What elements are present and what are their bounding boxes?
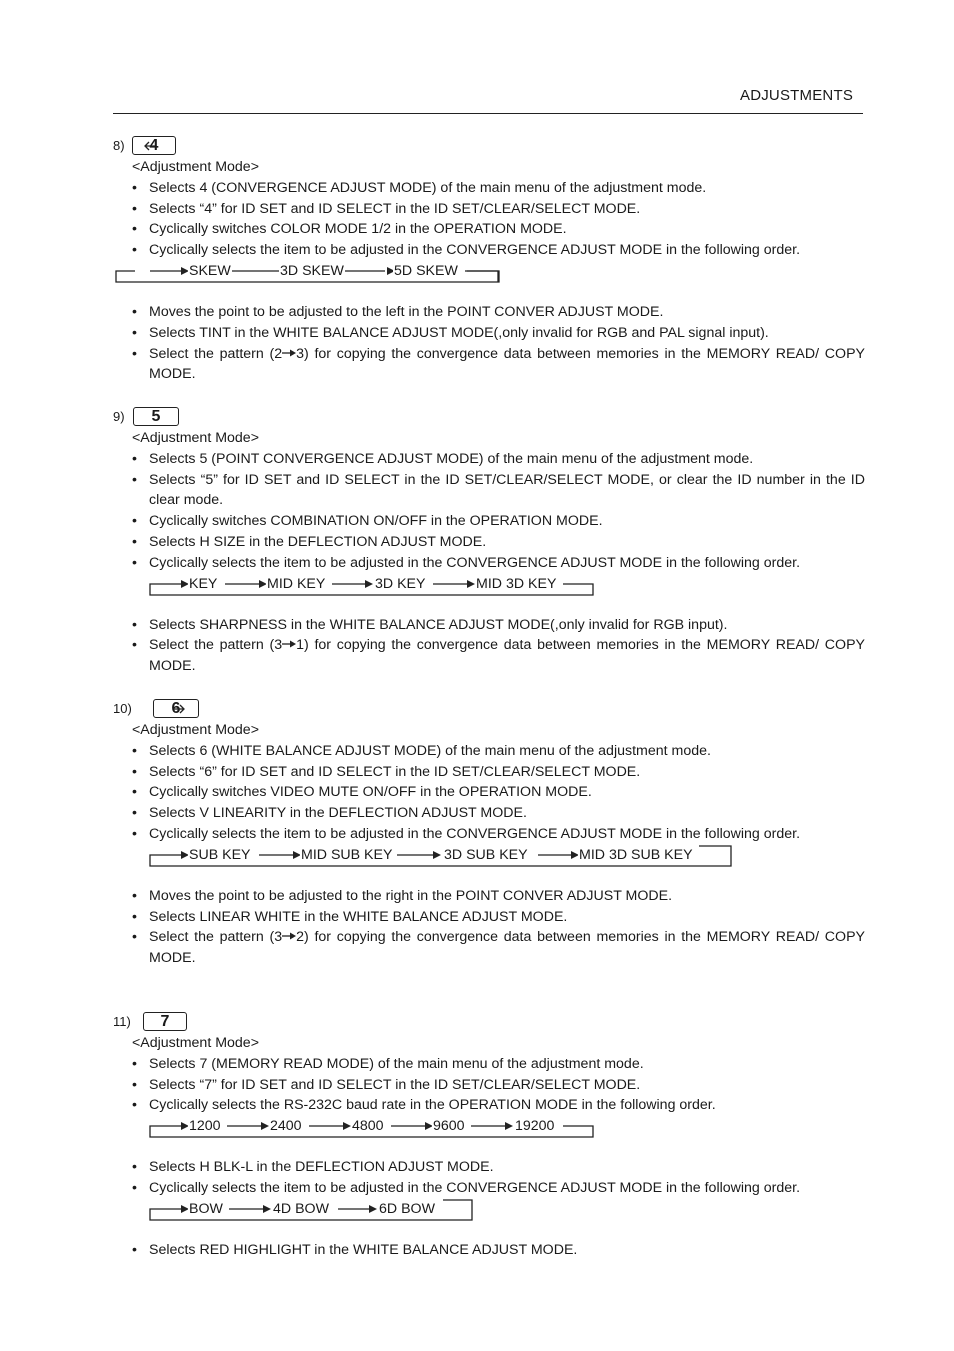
list-item: • Selects 5 (POINT CONVERGENCE ADJUST MODE) of the main menu of the adjustment mode. xyxy=(113,449,865,470)
list-item: • Selects TINT in the WHITE BALANCE ADJUST MODE(,only invalid for RGB and PAL signal input). xyxy=(113,323,865,344)
flow-step: 4D BOW xyxy=(273,1200,329,1217)
flow-step: 6D BOW xyxy=(379,1200,435,1217)
list-item: • Selects H BLK-L in the DEFLECTION ADJUST MODE. xyxy=(113,1157,865,1178)
page-header: ADJUSTMENTS xyxy=(740,87,854,104)
list-item: • Cyclically selects the item to be adjusted in the CONVERGENCE ADJUST MODE in the following order. xyxy=(113,824,865,845)
flow-step: 3D SKEW xyxy=(280,262,344,279)
list-item: • Selects 4 (CONVERGENCE ADJUST MODE) of the main menu of the adjustment mode. xyxy=(113,178,865,199)
section-number: 10) xyxy=(113,701,132,716)
list-item: • Select the pattern (3 2) for copying the convergence data between memories in the MEMORY READ/ COPY MODE. xyxy=(113,927,865,969)
list-item: • Moves the point to be adjusted to the right in the POINT CONVER ADJUST MODE. xyxy=(113,886,865,907)
mode-label: <Adjustment Mode> xyxy=(132,159,259,175)
list-item: • Cyclically switches VIDEO MUTE ON/OFF in the OPERATION MODE. xyxy=(113,782,865,803)
list-item: • Selects 6 (WHITE BALANCE ADJUST MODE) of the main menu of the adjustment mode. xyxy=(113,741,865,762)
arrow-right-icon xyxy=(282,639,296,649)
list-item: • Selects “7” for ID SET and ID SELECT in the ID SET/CLEAR/SELECT MODE. xyxy=(113,1075,865,1096)
flow-step: 2400 xyxy=(270,1118,302,1135)
flow-diagram xyxy=(149,845,865,866)
list-item: • Selects 7 (MEMORY READ MODE) of the main menu of the adjustment mode. xyxy=(113,1054,865,1075)
list-item: • Selects “4” for ID SET and ID SELECT in the ID SET/CLEAR/SELECT MODE. xyxy=(113,199,865,220)
list-item: • Cyclically switches COMBINATION ON/OFF in the OPERATION MODE. xyxy=(113,511,865,532)
flow-step: 3D SUB KEY xyxy=(444,846,528,863)
key-5-icon: 5 xyxy=(133,407,179,426)
list-item: • Selects “6” for ID SET and ID SELECT in the ID SET/CLEAR/SELECT MODE. xyxy=(113,762,865,783)
list-item: • Select the pattern (3 1) for copying the convergence data between memories in the MEMORY READ/ COPY MODE. xyxy=(113,635,865,677)
list-item: • Selects RED HIGHLIGHT in the WHITE BALANCE ADJUST MODE. xyxy=(113,1240,865,1261)
flow-step: 19200 xyxy=(515,1118,555,1135)
arrow-right-icon xyxy=(282,348,296,358)
flow-step: 4800 xyxy=(352,1118,384,1135)
section-number: 8) xyxy=(113,138,125,153)
flow-step: MID KEY xyxy=(267,575,326,592)
flow-step: SKEW xyxy=(189,262,231,279)
flow-diagram xyxy=(149,574,865,595)
section-10 xyxy=(113,699,865,969)
list-item: • Cyclically switches COLOR MODE 1/2 in the OPERATION MODE. xyxy=(113,219,865,240)
mode-label: <Adjustment Mode> xyxy=(132,430,259,446)
list-item: • Selects LINEAR WHITE in the WHITE BALANCE ADJUST MODE. xyxy=(113,907,865,928)
flow-step: MID 3D SUB KEY xyxy=(579,846,693,863)
flow-diagram xyxy=(149,1199,865,1220)
section-number: 11) xyxy=(113,1014,131,1029)
flow-step: MID 3D KEY xyxy=(476,575,557,592)
flow-step: KEY xyxy=(189,575,218,592)
flow-step: BOW xyxy=(189,1200,223,1217)
list-item: • Moves the point to be adjusted to the left in the POINT CONVER ADJUST MODE. xyxy=(113,302,865,323)
list-item: • Select the pattern (2 3) for copying the convergence data between memories in the MEMORY READ/ COPY MODE. xyxy=(113,344,865,386)
flow-step: 3D KEY xyxy=(375,575,426,592)
list-item: • Cyclically selects the item to be adjusted in the CONVERGENCE ADJUST MODE in the following order. xyxy=(113,553,865,574)
header-rule xyxy=(113,113,863,114)
section-8 xyxy=(113,136,865,385)
mode-label: <Adjustment Mode> xyxy=(132,722,259,738)
key-4-icon: 4 xyxy=(132,136,176,155)
section-number: 9) xyxy=(113,409,125,424)
flow-step: 9600 xyxy=(433,1118,465,1135)
key-6-icon: 6 xyxy=(153,699,199,718)
list-item: • Selects V LINEARITY in the DEFLECTION ADJUST MODE. xyxy=(113,803,865,824)
flow-step: SUB KEY xyxy=(189,846,251,863)
list-item: • Selects SHARPNESS in the WHITE BALANCE ADJUST MODE(,only invalid for RGB input). xyxy=(113,615,865,636)
key-7-icon: 7 xyxy=(143,1012,187,1031)
flow-diagram xyxy=(149,261,865,282)
mode-label: <Adjustment Mode> xyxy=(132,1035,259,1051)
flow-diagram xyxy=(149,1116,865,1137)
flow-step: 5D SKEW xyxy=(394,262,458,279)
list-item: • Cyclically selects the item to be adjusted in the CONVERGENCE ADJUST MODE in the following order. xyxy=(113,1178,865,1199)
list-item: • Cyclically selects the item to be adjusted in the CONVERGENCE ADJUST MODE in the following order. xyxy=(113,240,865,261)
flow-step: 1200 xyxy=(189,1118,221,1135)
flow-step: MID SUB KEY xyxy=(301,846,393,863)
list-item: • Cyclically selects the RS-232C baud rate in the OPERATION MODE in the following order. xyxy=(113,1095,865,1116)
section-11 xyxy=(113,1012,865,1261)
section-9 xyxy=(113,407,865,677)
arrow-right-icon xyxy=(282,931,296,941)
list-item: • Selects H SIZE in the DEFLECTION ADJUST MODE. xyxy=(113,532,865,553)
list-item: • Selects “5” for ID SET and ID SELECT in the ID SET/CLEAR/SELECT MODE, or clear the ID number in the ID clear mode. xyxy=(113,470,865,512)
